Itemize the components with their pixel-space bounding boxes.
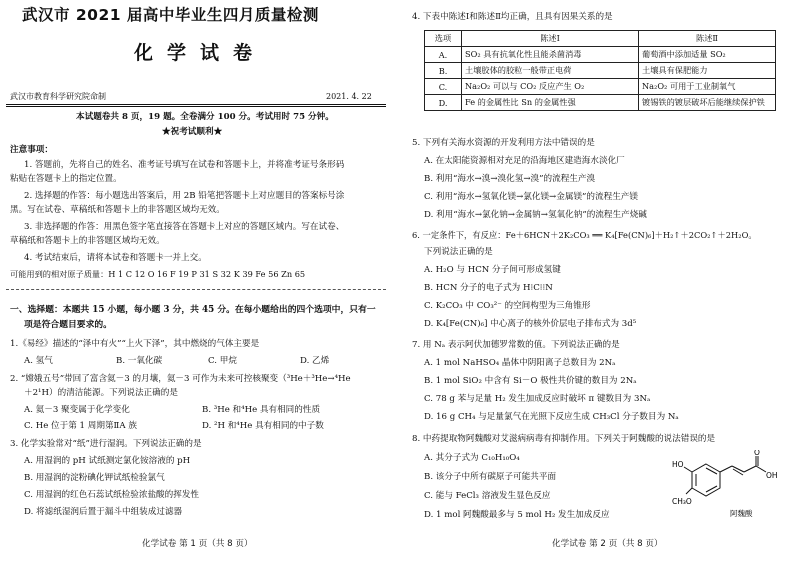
q5-option-d: D. 利用“海水→氯化钠→金属钠→氢氧化钠”的流程生产烧碱	[424, 210, 647, 220]
q2-option-d: D. ²H 和⁴He 具有相同的中子数	[202, 421, 324, 431]
ferulic-acid-structure	[670, 450, 782, 522]
note-line: 4. 考试结束后，请将本试卷和答题卡一并上交。	[24, 253, 207, 263]
section-heading: 一、选择题：本题共 15 小题，每小题 3 分，共 45 分。在每小题给出的四个选项中，只有一	[10, 305, 376, 315]
q3-stem: 3. 化学实验常对“纸”进行湿润。下列说法正确的是	[10, 439, 202, 449]
header-rule-2	[6, 106, 386, 107]
good-luck: ★祝考试顺利★	[162, 127, 223, 137]
exam-info: 本试题卷共 8 页，19 题。全卷满分 100 分。考试用时 75 分钟。	[76, 112, 334, 122]
hydroxyl-bond	[756, 466, 766, 472]
table-cell: C.	[425, 79, 462, 95]
divider	[6, 289, 386, 290]
ho-bond	[684, 467, 692, 472]
table-header: 陈述Ⅰ	[462, 31, 639, 47]
q5-stem: 5. 下列有关海水资源的开发利用方法中错误的是	[412, 138, 595, 148]
ho-label: HO	[672, 460, 684, 469]
table-cell: B.	[425, 63, 462, 79]
q1-option-d: D. 乙烯	[300, 356, 330, 366]
table-header: 陈述Ⅱ	[639, 31, 776, 47]
subject-title: 化学试卷	[134, 42, 267, 64]
table-cell: Na₂O₂ 可用于工业制氧气	[639, 79, 776, 95]
table-header: 选项	[425, 31, 462, 47]
note-line: 3. 非选择题的作答：用黑色签字笔直接答在答题卡上对应的答题区域内。写在试卷、	[24, 222, 345, 232]
header-rule	[6, 104, 386, 105]
table-cell: SO₂ 具有抗氧化性且能杀菌消毒	[462, 47, 639, 63]
q8-stem: 8. 中药提取物阿魏酸对艾滋病病毒有抑制作用。下列关于阿魏酸的说法错误的是	[412, 434, 716, 444]
q7-stem: 7. 用 Nₐ 表示阿伏加德罗常数的值。下列说法正确的是	[412, 340, 620, 350]
note-line: 2. 选择题的作答：每小题选出答案后，用 2B 铅笔把答题卡上对应题目的答案标号涂	[24, 191, 345, 201]
q3-option-d: D. 将滤纸湿润后置于漏斗中组装成过滤器	[24, 507, 183, 517]
q1-stem: 1.《易经》描述的“泽中有火”“上火下泽”，其中燃烧的气体主要是	[10, 339, 260, 349]
q2-stem: 2. “嫦娥五号”带回了富含氦－3 的月壤，氦－3 可作为未来可控核聚变（³He＋³He→⁴He	[10, 374, 351, 384]
table-cell: D.	[425, 95, 462, 111]
q3-option-c: C. 用湿润的红色石蕊试纸检验浓盐酸的挥发性	[24, 490, 200, 500]
table-cell: Fe 的金属性比 Sn 的金属性强	[462, 95, 639, 111]
table-cell: A.	[425, 47, 462, 63]
table-row	[425, 79, 776, 95]
table-row	[425, 95, 776, 111]
q1-option-c: C. 甲烷	[208, 356, 237, 366]
table-cell: 葡萄酒中添加适量 SO₂	[639, 47, 776, 63]
atomic-masses: 可能用到的相对原子质量：H 1 C 12 O 16 F 19 P 31 S 32 K 39 Fe 56 Zn 65	[10, 269, 306, 279]
q2-option-a: A. 氦－3 聚变属于化学变化	[24, 405, 130, 415]
q3-option-b: B. 用湿润的淀粉碘化钾试纸检验氯气	[24, 473, 165, 483]
oh-label: OH	[766, 471, 778, 480]
q4-table	[424, 30, 776, 111]
page-footer: 化学试卷 第 1 页（共 8 页）	[142, 539, 253, 549]
table-cell: 镀锡铁的镀层破坏后能继续保护铁	[639, 95, 776, 111]
q8-option-b: B. 该分子中所有碳原子可能共平面	[424, 472, 557, 482]
table-cell: 土壤具有保肥能力	[639, 63, 776, 79]
table-cell: Na₂O₂ 可以与 CO₂ 反应产生 O₂	[462, 79, 639, 95]
q7-option-b: B. 1 mol SiO₂ 中含有 Si－O 极性共价键的数目为 2Nₐ	[424, 376, 637, 386]
q8-option-d: D. 1 mol 阿魏酸最多与 5 mol H₂ 发生加成反应	[424, 510, 610, 520]
carboxyl-bond	[744, 466, 756, 472]
q6-option-c: C. K₂CO₃ 中 CO₃²⁻ 的空间构型为三角锥形	[424, 301, 591, 311]
exam-title: 武汉市 2021 届高中毕业生四月质量检测	[22, 6, 319, 24]
page-1	[6, 0, 388, 563]
och3-bond	[686, 488, 692, 494]
table-row	[425, 47, 776, 63]
q8-option-a: A. 其分子式为 C₁₀H₁₀O₄	[424, 453, 520, 463]
q4-stem: 4. 下表中陈述Ⅰ和陈述Ⅱ均正确，且具有因果关系的是	[412, 12, 613, 22]
note-line: 粘贴在答题卡上的指定位置。	[10, 174, 122, 184]
note-line: 草稿纸和答题卡上的非答题区域均无效。	[10, 236, 165, 246]
q1-option-a: A. 氢气	[24, 356, 53, 366]
q2-stem-cont: ＋2¹H）的清洁能源。下列说法正确的是	[24, 388, 178, 398]
q1-option-b: B. 一氧化碳	[116, 356, 163, 366]
table-row	[425, 63, 776, 79]
o-label: O	[754, 450, 760, 457]
q7-option-a: A. 1 mol NaHSO₄ 晶体中阴阳离子总数目为 2Nₐ	[424, 358, 616, 368]
structure-caption: 阿魏酸	[730, 509, 753, 518]
issuer: 武汉市教育科学研究院命制	[10, 92, 106, 101]
exam-date: 2021. 4. 22	[326, 92, 372, 101]
q6-option-a: A. H₂O 与 HCN 分子间可形成氢键	[424, 265, 561, 275]
note-line: 1. 答题前，先将自己的姓名、准考证号填写在试卷和答题卡上，并将准考证号条形码	[24, 160, 345, 170]
page-2	[402, 0, 784, 563]
q6-stem: 6. 一定条件下，有反应：Fe＋6HCN＋2K₂CO₃ ══ K₄[Fe(CN)₆]＋H₂↑＋2CO₂↑＋2H₂O。	[412, 230, 757, 240]
q5-option-b: B. 利用“海水→溴→溴化氢→溴”的流程生产溴	[424, 174, 596, 184]
q3-option-a: A. 用湿润的 pH 试纸测定氯化铵溶液的 pH	[24, 456, 191, 466]
q5-option-c: C. 利用“海水→氢氧化镁→氯化镁→金属镁”的流程生产镁	[424, 192, 638, 202]
q7-option-c: C. 78 g 苯与足量 H₂ 发生加成反应时破坏 π 键数目为 3Nₐ	[424, 394, 651, 404]
vinyl-bond	[720, 466, 732, 472]
q5-option-a: A. 在太阳能资源相对充足的沿海地区建造海水淡化厂	[424, 156, 625, 166]
q6-option-d: D. K₄[Fe(CN)₆] 中心离子的核外价层电子排布式为 3d⁵	[424, 319, 637, 329]
q8-option-c: C. 能与 FeCl₃ 溶液发生显色反应	[424, 491, 551, 501]
q2-option-b: B. ³He 和⁴He 具有相同的性质	[202, 405, 321, 415]
och3-label: CH₃O	[672, 497, 692, 506]
table-cell: 土壤胶体的胶粒一般带正电荷	[462, 63, 639, 79]
q7-option-d: D. 16 g CH₄ 与足量氯气在光照下反应生成 CH₃Cl 分子数目为 Nₐ	[424, 412, 679, 422]
note-line: 黑。写在试卷、草稿纸和答题卡上的非答题区域均无效。	[10, 205, 225, 215]
q6-stem-cont: 下列说法正确的是	[424, 247, 493, 257]
vinyl-double-bond	[733, 469, 743, 475]
page-footer: 化学试卷 第 2 页（共 8 页）	[552, 539, 663, 549]
section-heading-cont: 项是符合题目要求的。	[24, 320, 112, 330]
q2-option-c: C. He 位于第 1 周期第ⅡA 族	[24, 421, 137, 431]
q6-option-b: B. HCN 分子的电子式为 H⁝C⁝⁝N	[424, 283, 553, 293]
notes-heading: 注意事项：	[10, 145, 53, 155]
table-header-row	[425, 31, 776, 47]
